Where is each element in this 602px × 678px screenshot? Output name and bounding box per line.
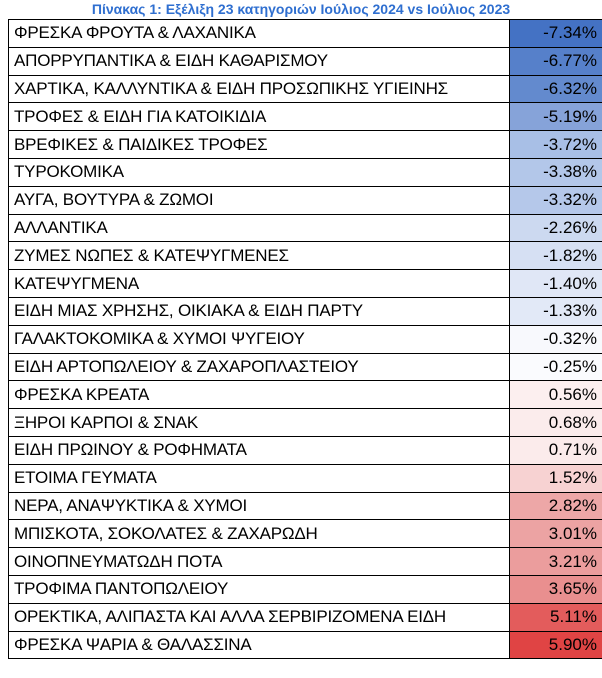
category-cell: ΕΙΔΗ ΜΙΑΣ ΧΡΗΣΗΣ, ΟΙΚΙΑΚΑ & ΕΙΔΗ ΠΑΡΤΥ: [9, 297, 510, 325]
category-cell: ΕΙΔΗ ΑΡΤΟΠΩΛΕΙΟΥ & ΖΑΧΑΡΟΠΛΑΣΤΕΙΟΥ: [9, 353, 510, 381]
table-row: [9, 353, 602, 381]
table-row: [9, 409, 602, 437]
category-cell: ΦΡΕΣΚΑ ΚΡΕΑΤΑ: [9, 381, 510, 409]
change-cell: -1.82%: [510, 242, 602, 270]
table-row: [9, 492, 602, 520]
change-cell: -2.26%: [510, 214, 602, 242]
change-cell: -3.38%: [510, 158, 602, 186]
change-cell: 2.82%: [510, 492, 602, 520]
category-cell: ΒΡΕΦΙΚΕΣ & ΠΑΙΔΙΚΕΣ ΤΡΟΦΕΣ: [9, 131, 510, 159]
category-cell: ΟΙΝΟΠΝΕΥΜΑΤΩΔΗ ΠΟΤΑ: [9, 548, 510, 576]
change-cell: 1.52%: [510, 464, 602, 492]
change-cell: 3.01%: [510, 520, 602, 548]
change-cell: 3.65%: [510, 575, 602, 603]
category-cell: ΦΡΕΣΚΑ ΨΑΡΙΑ & ΘΑΛΑΣΣΙΝΑ: [9, 631, 510, 659]
change-cell: 5.90%: [510, 631, 602, 659]
category-cell: ΟΡΕΚΤΙΚΑ, ΑΛΙΠΑΣΤΑ ΚΑΙ ΑΛΛΑ ΣΕΡΒΙΡΙΖΟΜΕΝΑ ΕΙΔΗ: [9, 603, 510, 631]
table-row: [9, 20, 602, 48]
change-cell: -3.72%: [510, 131, 602, 159]
category-cell: ΤΡΟΦΕΣ & ΕΙΔΗ ΓΙΑ ΚΑΤΟΙΚΙΔΙΑ: [9, 103, 510, 131]
change-cell: -3.32%: [510, 186, 602, 214]
change-cell: -5.19%: [510, 103, 602, 131]
change-cell: 0.56%: [510, 381, 602, 409]
change-cell: -7.34%: [510, 20, 602, 48]
table-row: [9, 297, 602, 325]
table-row: [9, 436, 602, 464]
table-row: [9, 270, 602, 298]
table-row: [9, 631, 602, 659]
change-cell: -6.77%: [510, 47, 602, 75]
change-cell: 5.11%: [510, 603, 602, 631]
category-cell: ΓΑΛΑΚΤΟΚΟΜΙΚΑ & ΧΥΜΟΙ ΨΥΓΕΙΟΥ: [9, 325, 510, 353]
change-cell: -1.33%: [510, 297, 602, 325]
category-cell: ΦΡΕΣΚΑ ΦΡΟΥΤΑ & ΛΑΧΑΝΙΚΑ: [9, 20, 510, 48]
change-cell: -0.32%: [510, 325, 602, 353]
category-cell: ΚΑΤΕΨΥΓΜΕΝΑ: [9, 270, 510, 298]
category-cell: ΧΑΡΤΙΚΑ, ΚΑΛΛΥΝΤΙΚΑ & ΕΙΔΗ ΠΡΟΣΩΠΙΚΗΣ ΥΓΙΕΙΝΗΣ: [9, 75, 510, 103]
table-row: [9, 214, 602, 242]
table-row: [9, 464, 602, 492]
table-row: [9, 47, 602, 75]
category-cell: ΤΥΡΟΚΟΜΙΚΑ: [9, 158, 510, 186]
change-cell: -6.32%: [510, 75, 602, 103]
table-row: [9, 158, 602, 186]
category-cell: ΝΕΡΑ, ΑΝΑΨΥΚΤΙΚΑ & ΧΥΜΟΙ: [9, 492, 510, 520]
table-caption: Πίνακας 1: Εξέλιξη 23 κατηγοριών Ιούλιος 2024 vs Ιούλιος 2023: [91, 1, 511, 17]
category-cell: ΤΡΟΦΙΜΑ ΠΑΝΤΟΠΩΛΕΙΟΥ: [9, 575, 510, 603]
change-cell: 3.21%: [510, 548, 602, 576]
table-row: [9, 575, 602, 603]
change-cell: -0.25%: [510, 353, 602, 381]
table-row: [9, 103, 602, 131]
category-cell: ΕΤΟΙΜΑ ΓΕΥΜΑΤΑ: [9, 464, 510, 492]
category-cell: ΞΗΡΟΙ ΚΑΡΠΟΙ & ΣΝΑΚ: [9, 409, 510, 437]
table-row: [9, 242, 602, 270]
category-cell: ΑΛΛΑΝΤΙΚΑ: [9, 214, 510, 242]
table-row: [9, 75, 602, 103]
category-cell: ΑΠΟΡΡΥΠΑΝΤΙΚΑ & ΕΙΔΗ ΚΑΘΑΡΙΣΜΟΥ: [9, 47, 510, 75]
category-cell: ΜΠΙΣΚΟΤΑ, ΣΟΚΟΛΑΤΕΣ & ΖΑΧΑΡΩΔΗ: [9, 520, 510, 548]
table-row: [9, 186, 602, 214]
table-body: [9, 20, 602, 659]
table-row: [9, 131, 602, 159]
table-row: [9, 381, 602, 409]
change-cell: 0.71%: [510, 436, 602, 464]
category-change-table: [8, 19, 602, 659]
category-cell: ΖΥΜΕΣ ΝΩΠΕΣ & ΚΑΤΕΨΥΓΜΕΝΕΣ: [9, 242, 510, 270]
table-row: [9, 325, 602, 353]
table-row: [9, 603, 602, 631]
table-row: [9, 520, 602, 548]
table-row: [9, 548, 602, 576]
category-cell: ΕΙΔΗ ΠΡΩΙΝΟΥ & ΡΟΦΗΜΑΤΑ: [9, 436, 510, 464]
change-cell: -1.40%: [510, 270, 602, 298]
change-cell: 0.68%: [510, 409, 602, 437]
category-cell: ΑΥΓΑ, ΒΟΥΤΥΡΑ & ΖΩΜΟΙ: [9, 186, 510, 214]
